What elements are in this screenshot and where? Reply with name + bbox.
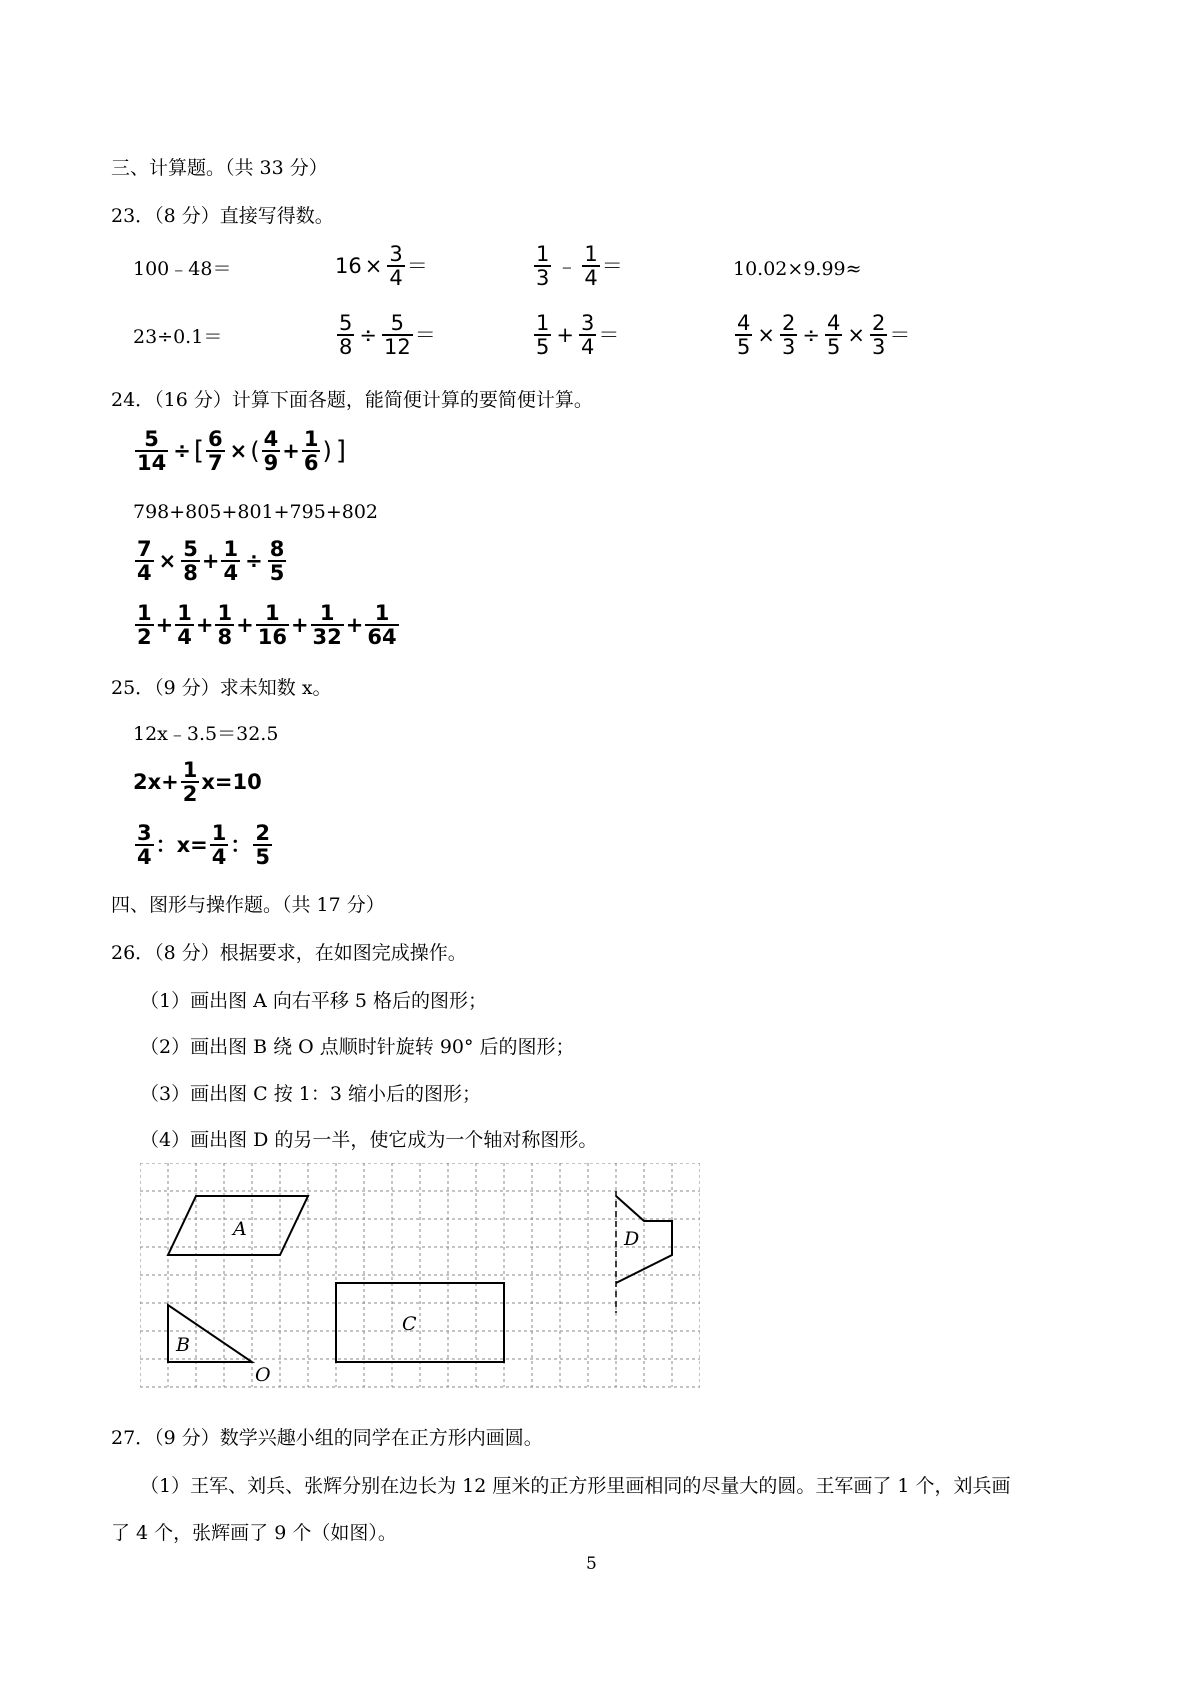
- equals: ＝: [601, 254, 623, 278]
- label-a: A: [233, 1218, 247, 1240]
- operator: ×: [229, 439, 248, 463]
- fraction: $\frac{1}{16}$: [257, 601, 287, 649]
- q26-item-2: （2）画出图 B 绕 O 点顺时针旋转 90° 后的图形；: [140, 1036, 575, 1058]
- q26-item-3: （3）画出图 C 按 1：3 缩小后的图形；: [140, 1083, 481, 1105]
- fraction: $\frac{3}{4}$: [137, 821, 152, 869]
- operator: ×: [757, 323, 775, 347]
- q27-paragraph-line-2: 了 4 个，张辉画了 9 个（如图）。: [111, 1522, 397, 1544]
- fraction: $\frac{5}{14}$: [137, 427, 167, 475]
- page-number: 5: [586, 1554, 597, 1574]
- fraction: $\frac{2}{3}$: [781, 311, 796, 359]
- q24-expression-1: [133, 428, 346, 474]
- operator: +: [236, 613, 254, 637]
- fraction: $\frac{1}{3}$: [536, 242, 550, 290]
- label-o: O: [255, 1364, 271, 1386]
- label-d: D: [624, 1228, 640, 1250]
- fraction: $\frac{1}{4}$: [584, 242, 598, 290]
- equals: ＝: [598, 323, 620, 347]
- term: x=: [176, 833, 208, 857]
- operator: ÷: [245, 549, 263, 573]
- q27-title: 27．（9 分）数学兴趣小组的同学在正方形内画圆。: [111, 1427, 543, 1449]
- q23-item-5: 23÷0.1＝: [133, 326, 223, 348]
- term: 2x+: [133, 770, 179, 794]
- q24-expression-4: [133, 602, 401, 648]
- operator: +: [195, 613, 214, 637]
- fraction: $\frac{1}{4}$: [177, 601, 192, 649]
- q23-item-3: [532, 243, 623, 289]
- fraction: $\frac{5}{12}$: [383, 311, 411, 359]
- q23-item-7: [532, 312, 619, 358]
- fraction: $\frac{1}{2}$: [137, 601, 152, 649]
- operator: +: [345, 613, 364, 637]
- fraction: $\frac{5}{8}$: [339, 311, 353, 359]
- geometry-grid-figure: [140, 1163, 700, 1393]
- equals: ＝: [889, 323, 911, 347]
- fraction: $\frac{6}{7}$: [208, 427, 223, 475]
- q26-item-4: （4）画出图 D 的另一半，使它成为一个轴对称图形。: [140, 1129, 598, 1151]
- bracket: ]: [335, 436, 346, 466]
- paren: ): [322, 437, 332, 465]
- q24-expression-3: [133, 538, 288, 584]
- fraction: $\frac{1}{5}$: [536, 311, 550, 359]
- q25-equation-3: [133, 822, 274, 868]
- q23-item-1: 100﹣48＝: [133, 258, 232, 280]
- q24-expression-2: 798+805+801+795+802: [133, 501, 379, 523]
- operator: +: [201, 549, 220, 573]
- operator: ×: [158, 549, 177, 573]
- bracket: [: [193, 436, 204, 466]
- paren: (: [250, 437, 260, 465]
- operator: +: [282, 439, 300, 463]
- fraction: $\frac{1}{6}$: [303, 427, 319, 475]
- q26-title: 26．（8 分）根据要求，在如图完成操作。: [111, 942, 467, 964]
- fraction: $\frac{8}{5}$: [269, 537, 285, 585]
- section-3-title: 三、计算题。（共 33 分）: [111, 157, 328, 179]
- operator: +: [556, 323, 574, 347]
- q23-item-8: [733, 312, 910, 358]
- fraction: $\frac{3}{4}$: [580, 311, 595, 359]
- operator: ÷: [802, 323, 820, 347]
- operator: ÷: [173, 439, 191, 463]
- fraction: $\frac{4}{5}$: [737, 311, 751, 359]
- equals: ＝: [414, 323, 436, 347]
- operator: +: [290, 613, 309, 637]
- fraction: $\frac{1}{32}$: [312, 601, 342, 649]
- term: x=10: [201, 770, 262, 794]
- fraction: $\frac{4}{5}$: [826, 311, 841, 359]
- operator: ×: [847, 323, 865, 347]
- fraction: $\frac{1}{2}$: [182, 758, 198, 806]
- q23-item-4: 10.02×9.99≈: [733, 258, 862, 280]
- fraction: $\frac{1}{8}$: [217, 601, 233, 649]
- fraction: $\frac{1}{4}$: [223, 537, 239, 585]
- fraction: $\frac{1}{4}$: [211, 821, 227, 869]
- operator: ﹣: [556, 254, 578, 278]
- ratio-colon: ：: [230, 833, 252, 857]
- fraction: $\frac{7}{4}$: [137, 537, 152, 585]
- ratio-colon: ：: [155, 833, 177, 857]
- q26-item-1: （1）画出图 A 向右平移 5 格后的图形；: [140, 990, 488, 1012]
- q25-equation-1: 12x﹣3.5＝32.5: [133, 723, 279, 745]
- fraction: $\frac{2}{5}$: [255, 821, 271, 869]
- q25-title: 25．（9 分）求未知数 x。: [111, 677, 332, 699]
- q27-paragraph-line-1: （1）王军、刘兵、张辉分别在边长为 12 厘米的正方形里画相同的尽量大的圆。王军画了 1 个，刘兵画: [140, 1475, 1011, 1497]
- operator: ×: [364, 254, 383, 278]
- equals: ＝: [406, 254, 428, 278]
- fraction: $\frac{3}{4}$: [389, 242, 403, 290]
- q23-title: 23．（8 分）直接写得数。: [111, 205, 334, 227]
- fraction: $\frac{5}{8}$: [183, 537, 198, 585]
- label-c: C: [402, 1313, 417, 1335]
- q24-title: 24．（16 分）计算下面各题，能简便计算的要简便计算。: [111, 389, 593, 411]
- fraction: $\frac{2}{3}$: [871, 311, 886, 359]
- q23-item-6: [335, 312, 436, 358]
- operator: +: [155, 613, 174, 637]
- operator: ÷: [359, 323, 377, 347]
- q25-equation-2: [133, 759, 262, 805]
- label-b: B: [176, 1334, 190, 1356]
- fraction: $\frac{4}{9}$: [263, 427, 279, 475]
- fraction: $\frac{1}{64}$: [367, 601, 397, 649]
- section-4-title: 四、图形与操作题。（共 17 分）: [111, 894, 385, 916]
- q23-item-2: [335, 243, 428, 289]
- number: 16: [335, 254, 362, 278]
